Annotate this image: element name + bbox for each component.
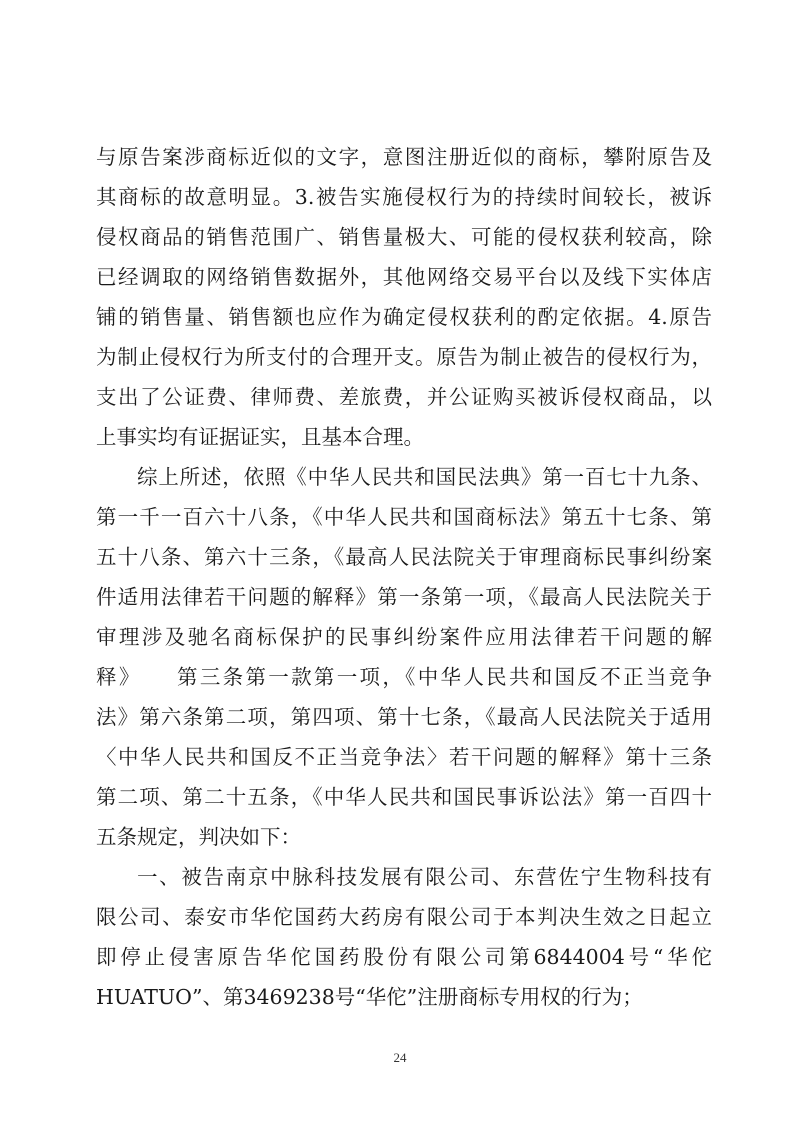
text-line: 为制止侵权行为所支付的合理开支。原告为制止被告的侵权行为， xyxy=(96,345,712,369)
text-line: 审理涉及驰名商标保护的民事纠纷案件应用法律若干问题的解 xyxy=(96,625,712,649)
text-line: 与原告案涉商标近似的文字，意图注册近似的商标，攀附原告及 xyxy=(96,145,712,169)
text-line: 释》 第三条第一款第一项，《中华人民共和国反不正当竞争 xyxy=(96,665,712,689)
text-line: 第一千一百六十八条，《中华人民共和国商标法》第五十七条、第 xyxy=(96,505,712,529)
text-line: 已经调取的网络销售数据外，其他网络交易平台以及线下实体店 xyxy=(96,265,712,289)
paragraph-first-line: 综上所述，依照《中华人民共和国民法典》第一百七十九条、 xyxy=(137,465,712,489)
text-line: 限公司、泰安市华佗国药大药房有限公司于本判决生效之日起立 xyxy=(96,905,712,929)
text-line: 其商标的故意明显。3.被告实施侵权行为的持续时间较长，被诉 xyxy=(96,185,712,209)
text-line: 上事实均有证据证实，且基本合理。 xyxy=(96,425,424,449)
text-line: HUATUO”、第3469238号“华佗”注册商标专用权的行为； xyxy=(96,985,643,1009)
text-line: 五十八条、第六十三条，《最高人民法院关于审理商标民事纠纷案 xyxy=(96,545,712,569)
text-line: 铺的销售量、销售额也应作为确定侵权获利的酌定依据。4.原告 xyxy=(96,305,712,329)
text-line: 法》第六条第二项，第四项、第十七条，《最高人民法院关于适用 xyxy=(96,705,712,729)
paragraph-first-line: 一、被告南京中脉科技发展有限公司、东营佐宁生物科技有 xyxy=(137,865,712,889)
text-line: 即停止侵害原告华佗国药股份有限公司第6844004号“华佗 xyxy=(96,945,712,969)
text-line: 侵权商品的销售范围广、销售量极大、可能的侵权获利较高，除 xyxy=(96,225,712,249)
text-line: 支出了公证费、律师费、差旅费，并公证购买被诉侵权商品，以 xyxy=(96,385,712,409)
text-line: 〈中华人民共和国反不正当竞争法〉若干问题的解释》第十三条 xyxy=(96,745,712,769)
text-line: 件适用法律若干问题的解释》第一条第一项，《最高人民法院关于 xyxy=(96,585,712,609)
text-line: 五条规定，判决如下： xyxy=(96,825,301,849)
page-number: 24 xyxy=(393,1050,407,1065)
text-line: 第二项、第二十五条，《中华人民共和国民事诉讼法》第一百四十 xyxy=(96,785,712,809)
